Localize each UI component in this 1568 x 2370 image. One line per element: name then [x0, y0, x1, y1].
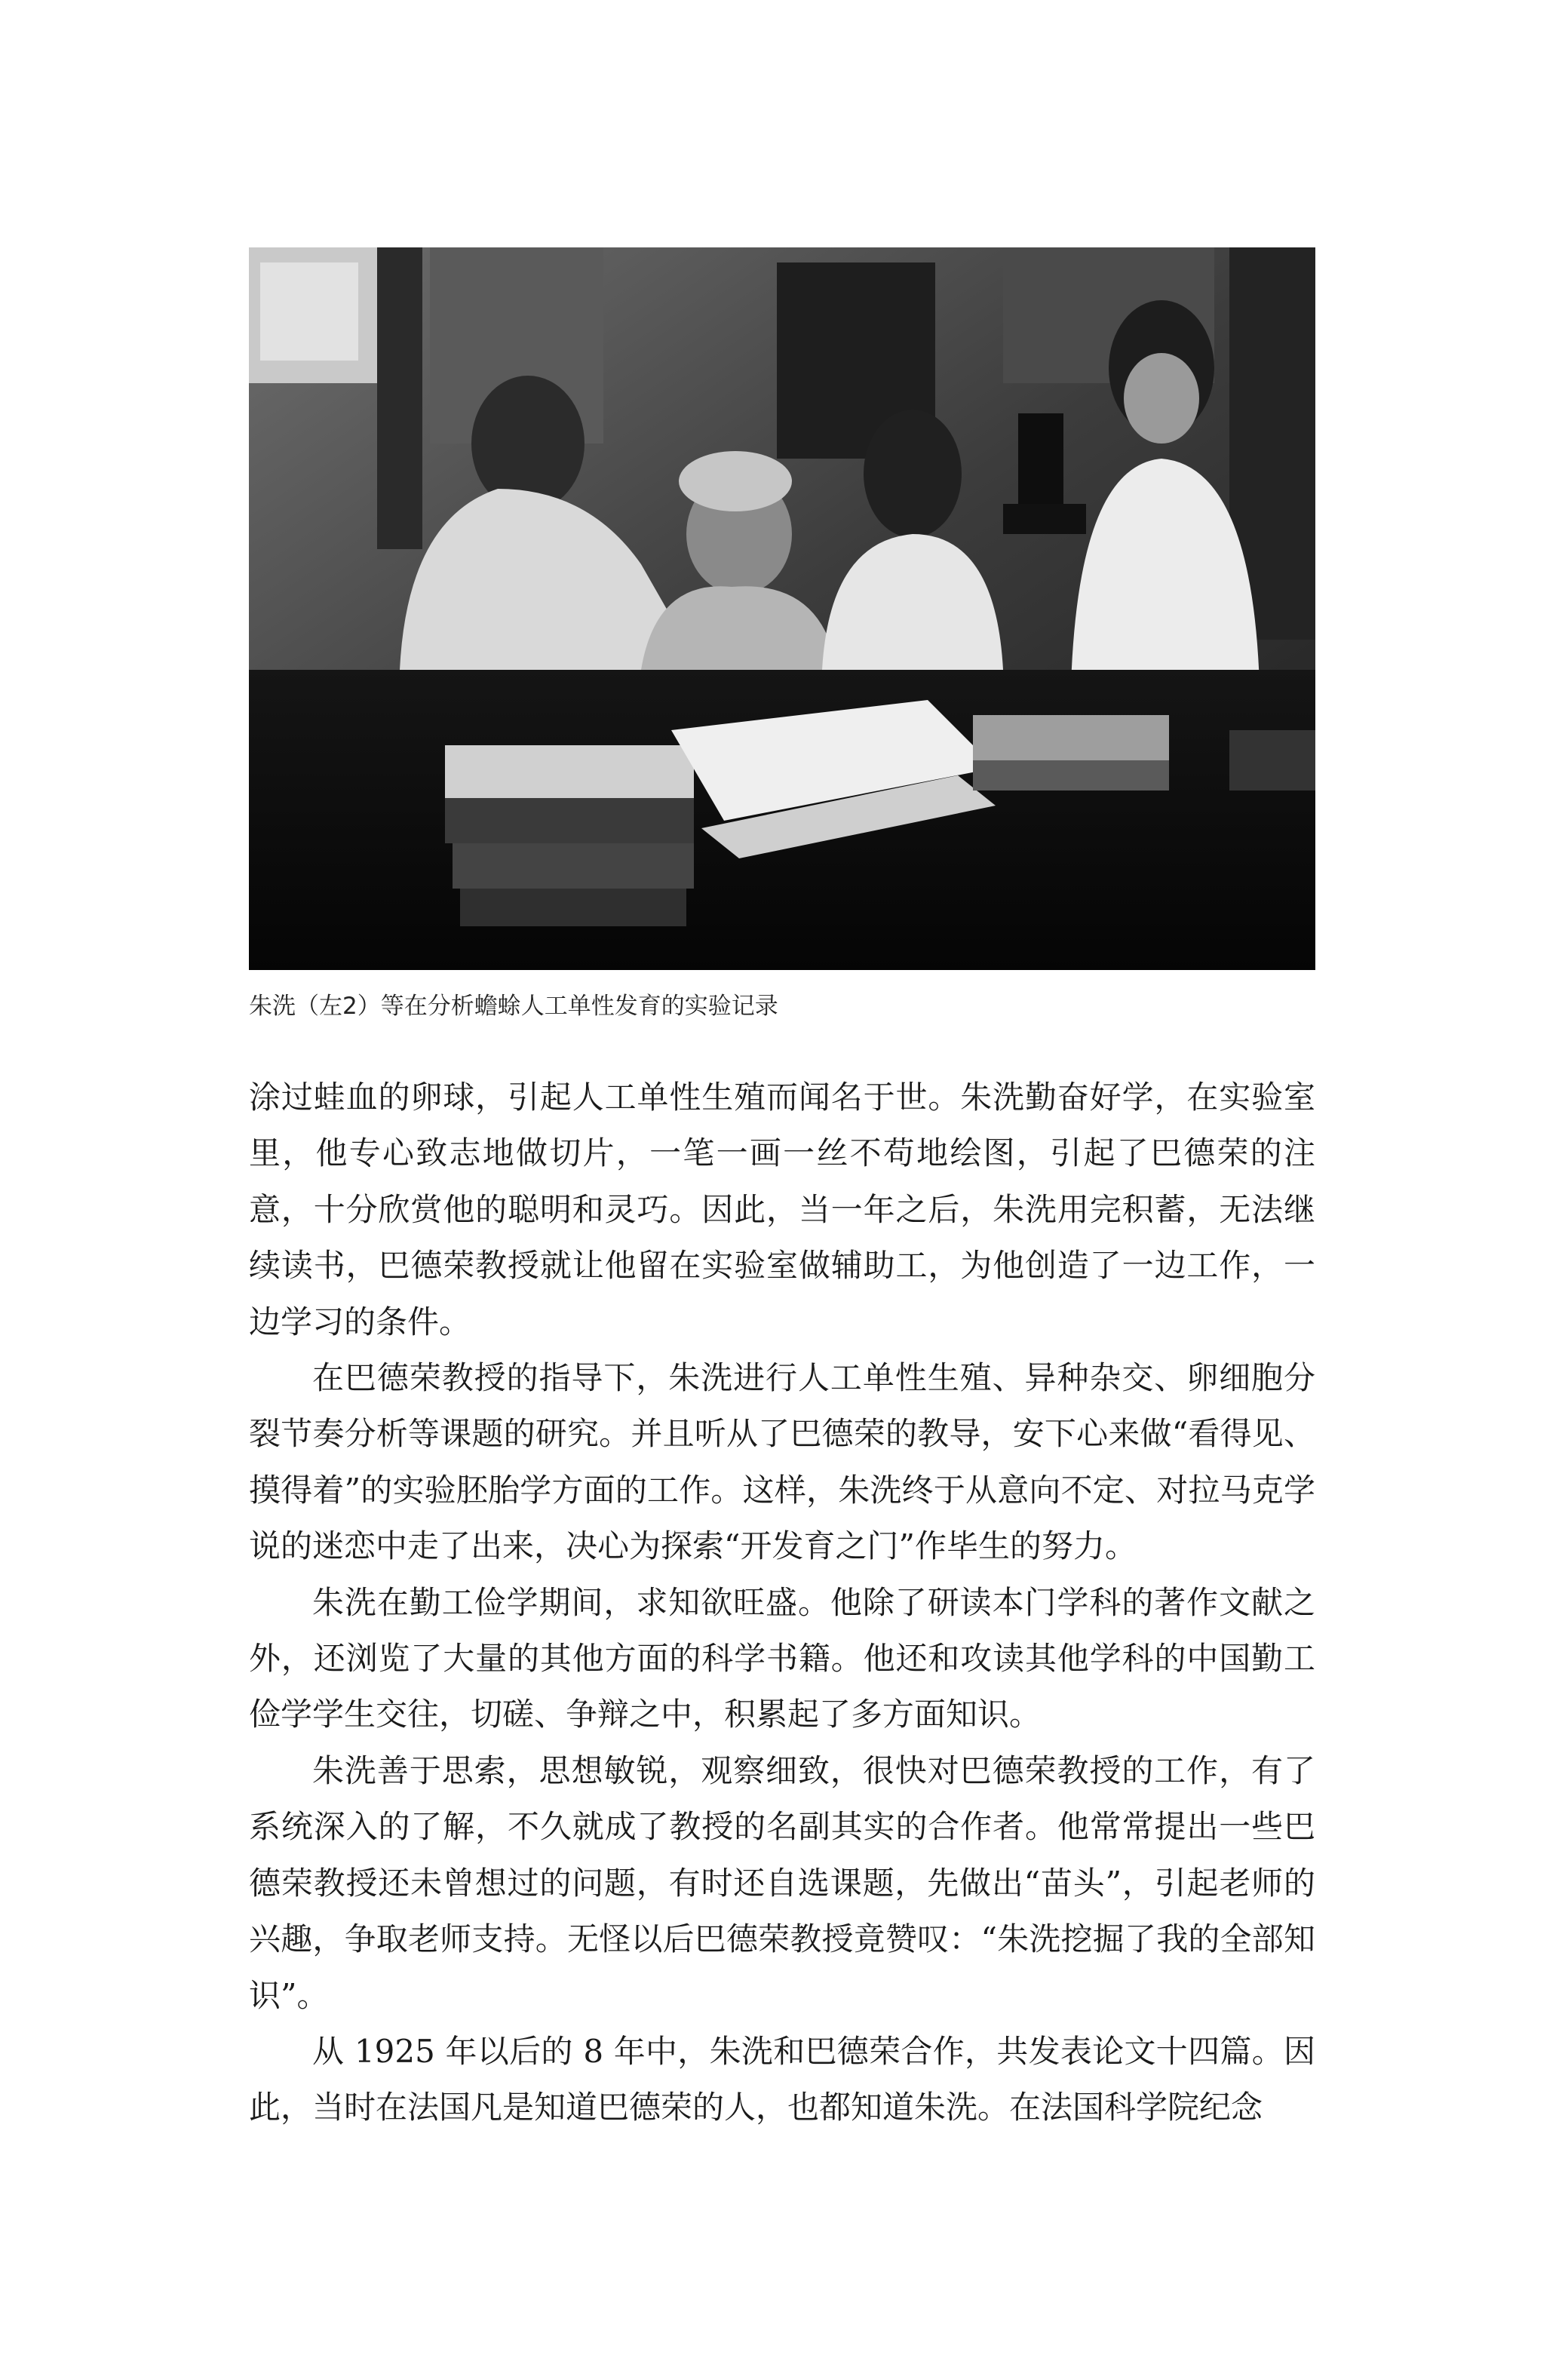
lab-photo-image: [249, 247, 1315, 970]
paragraph-1: 涂过蛙血的卵球，引起人工单性生殖而闻名于世。朱洗勤奋好学，在实验室里，他专心致志地做切片，一笔一画一丝不苟地绘图，引起了巴德荣的注意，十分欣赏他的聪明和灵巧。因此，当一年之后，朱洗用完积蓄，无法继续读书，巴德荣教授就让他留在实验室做辅助工，为他创造了一边工作，一边学习的条件。: [249, 1079, 1315, 1340]
paragraph-3: 朱洗在勤工俭学期间，求知欲旺盛。他除了研读本门学科的著作文献之外，还浏览了大量的其他方面的科学书籍。他还和攻读其他学科的中国勤工俭学学生交往，切磋、争辩之中，积累起了多方面知识。: [249, 1583, 1315, 1733]
paragraph-2: 在巴德荣教授的指导下，朱洗进行人工单性生殖、异种杂交、卵细胞分裂节奏分析等课题的研究。并且听从了巴德荣的教导，安下心来做“看得见、摸得着”的实验胚胎学方面的工作。这样，朱洗终于从意向不定、对拉马克学说的迷恋中走了出来，决心为探索“开发育之门”作毕生的努力。: [249, 1359, 1315, 1565]
figure-photo: [249, 247, 1315, 970]
paragraph-5: 从 1925 年以后的 8 年中，朱洗和巴德荣合作，共发表论文十四篇。因此，当时在法国凡是知道巴德荣的人，也都知道朱洗。在法国科学院纪念: [249, 2032, 1315, 2126]
body-text: [249, 1070, 1315, 2136]
paragraph-4: 朱洗善于思索，思想敏锐，观察细致，很快对巴德荣教授的工作，有了系统深入的了解，不久就成了教授的名副其实的合作者。他常常提出一些巴德荣教授还未曾想过的问题，有时还自选课题，先做出“苗头”，引起老师的兴趣，争取老师支持。无怪以后巴德荣教授竟赞叹：“朱洗挖掘了我的全部知识”。: [249, 1751, 1315, 2014]
figure-caption: 朱洗（左2）等在分析蟾蜍人工单性发育的实验记录: [249, 993, 778, 1020]
